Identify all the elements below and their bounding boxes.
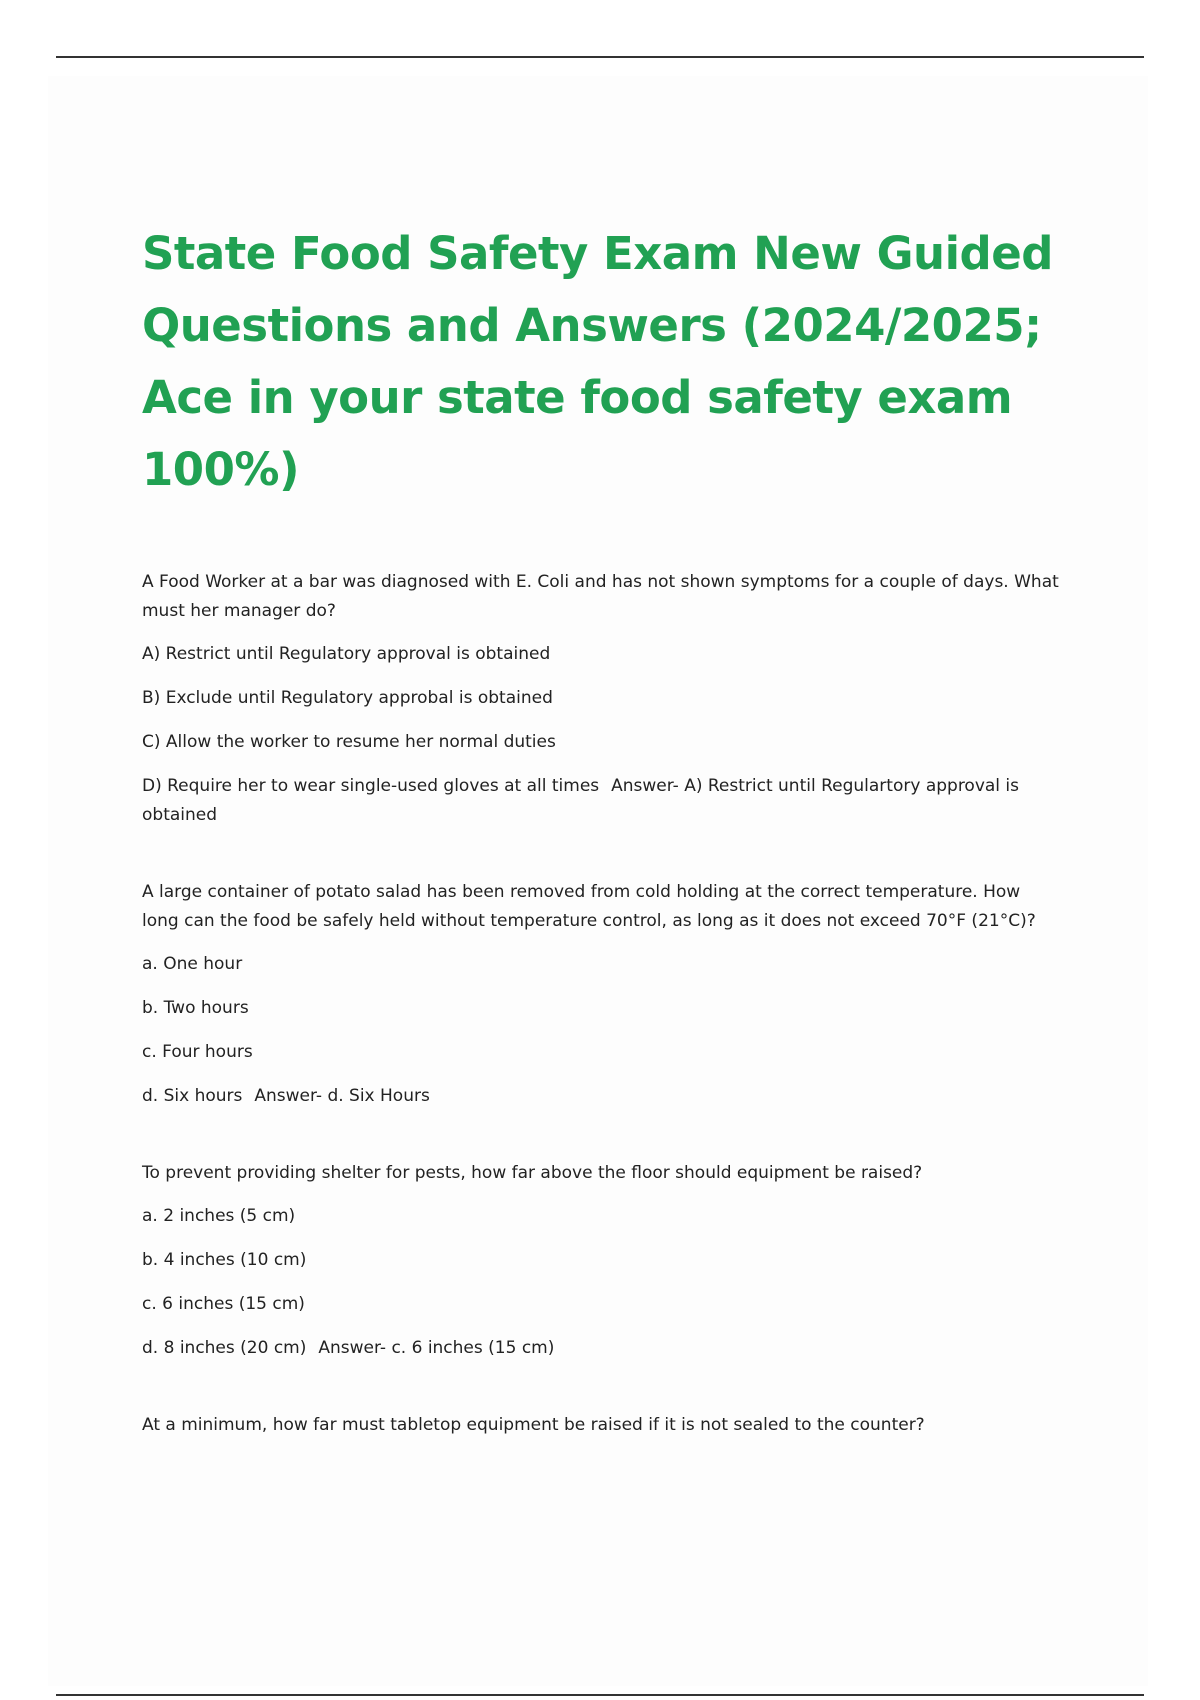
question-text: A Food Worker at a bar was diagnosed with E. Coli and has not shown symptoms for a couple of days. What must her manager do?: [142, 572, 1059, 621]
question-text: To prevent providing shelter for pests, how far above the floor should equipment be raised?: [142, 1163, 923, 1183]
answer-option: C) Allow the worker to resume her normal duties: [142, 732, 556, 752]
answer-option: c. 6 inches (15 cm): [142, 1294, 305, 1314]
answer-option-with-answer: [142, 1082, 1062, 1111]
answer-option: A) Restrict until Regulatory approval is obtained: [142, 644, 551, 664]
answer-option: b. 4 inches (10 cm): [142, 1250, 307, 1270]
question-text: At a minimum, how far must tabletop equipment be raised if it is not sealed to the counter?: [142, 1415, 925, 1435]
answer-option: D) Require her to wear single-used gloves at all times: [142, 776, 600, 796]
top-rule: [56, 56, 1144, 58]
question-block-1: [142, 568, 1062, 830]
correct-answer: Answer- A) Restrict until Regulartory approval is obtained: [142, 776, 1020, 825]
answer-option-with-answer: [142, 1334, 1062, 1363]
question-text: A large container of potato salad has been removed from cold holding at the correct temperature. How long can the food be safely held without temperature control, as long as it does not exceed 70°F (21°C)?: [142, 882, 1036, 931]
answer-option-with-answer: [142, 772, 1062, 830]
question-block-3: [142, 1159, 1062, 1363]
answer-option: d. Six hours: [142, 1086, 243, 1106]
document-title: State Food Safety Exam New Guided Questions and Answers (2024/2025; Ace in your state food safety exam 100%): [142, 227, 1053, 496]
bottom-rule: [56, 1694, 1144, 1696]
answer-option: a. 2 inches (5 cm): [142, 1206, 296, 1226]
question-block-2: [142, 878, 1062, 1111]
document-content: [142, 218, 1062, 1488]
answer-option: B) Exclude until Regulatory approbal is obtained: [142, 688, 553, 708]
answer-option: d. 8 inches (20 cm): [142, 1338, 307, 1358]
answer-option: c. Four hours: [142, 1042, 253, 1062]
correct-answer: Answer- c. 6 inches (15 cm): [318, 1338, 555, 1358]
correct-answer: Answer- d. Six Hours: [254, 1086, 430, 1106]
answer-option: a. One hour: [142, 954, 243, 974]
question-block-4: [142, 1411, 1062, 1440]
answer-option: b. Two hours: [142, 998, 249, 1018]
